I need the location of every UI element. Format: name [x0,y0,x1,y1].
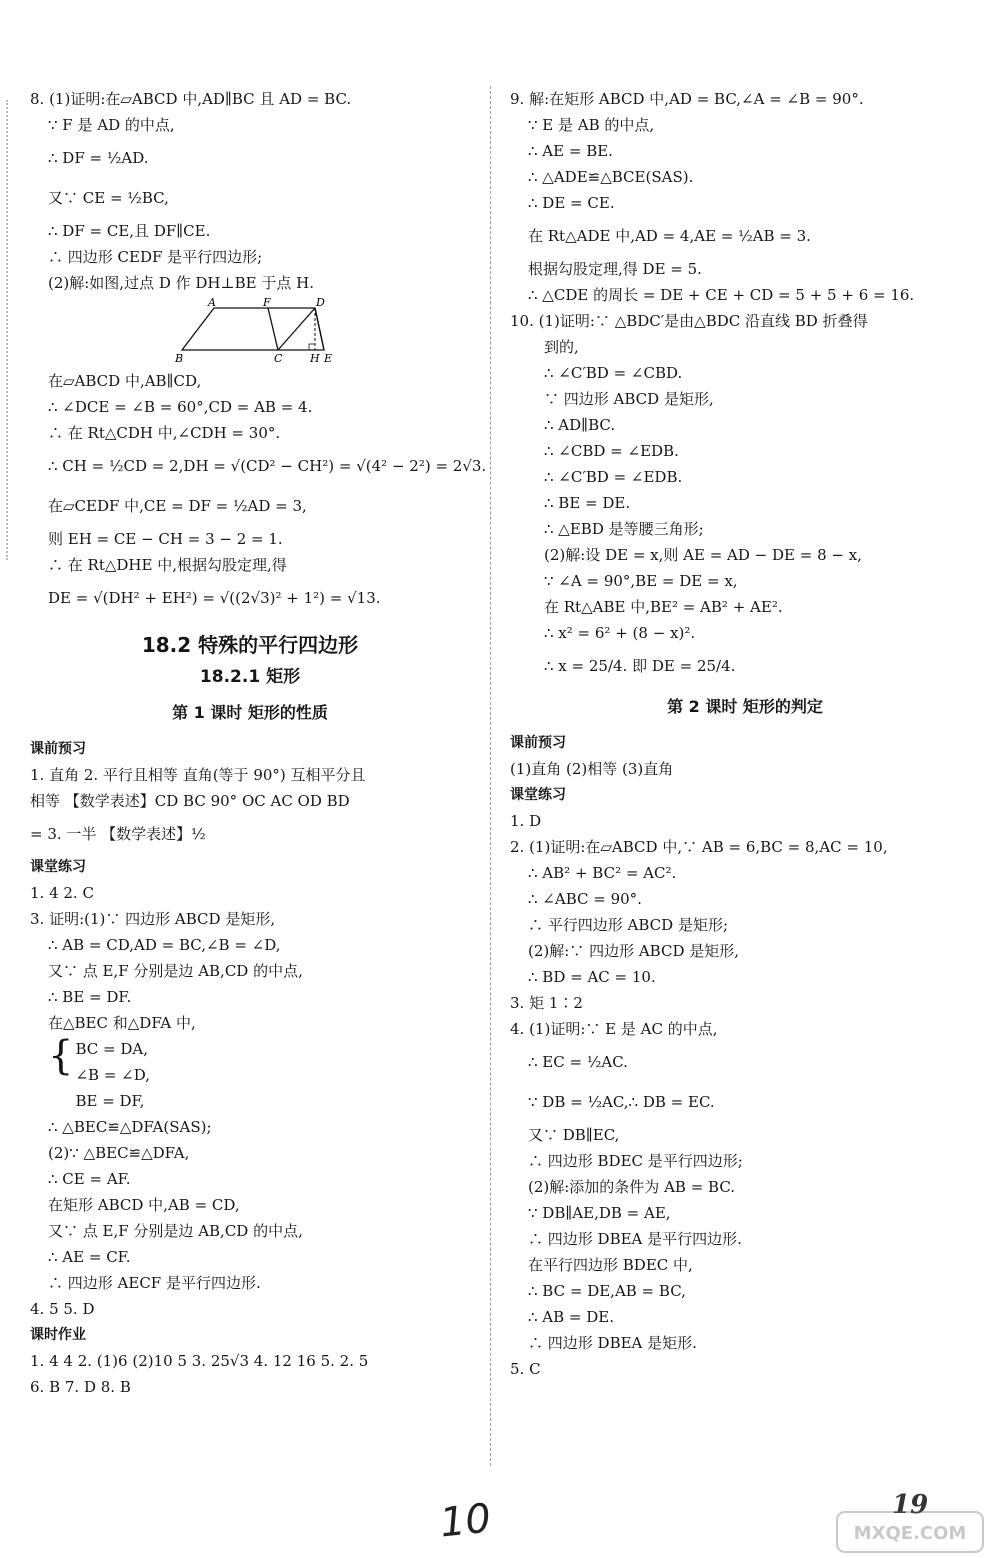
practice-line: ∴ CE = AF. [48,1170,131,1188]
lesson-title-2: 第 2 课时 矩形的判定 [667,697,823,716]
q8-line: ∵ F 是 AD 的中点, [48,116,175,134]
practice-line: 4. 5 5. D [30,1300,95,1318]
q9-line: 在 Rt△ADE 中,AD = 4,AE = ½AB = 3. [528,227,811,245]
q8-line: ∴ 在 Rt△CDH 中,∠CDH = 30°. [48,424,281,442]
practice-line: ∴ EC = ½AC. [528,1053,628,1071]
practice-line: (2)∵ △BEC≌△DFA, [48,1144,190,1162]
preview-line: 1. 直角 2. 平行且相等 直角(等于 90°) 互相平分且 [30,766,366,784]
brace-line: BE = DF, [75,1092,145,1110]
brace-line: BC = DA, [75,1040,148,1058]
q8-line: 在▱ABCD 中,AB∥CD, [48,372,202,390]
congruence-system [30,1033,470,1114]
q10-line: ∴ ∠CBD = ∠EDB. [544,442,679,460]
homework-line: 6. B 7. D 8. B [30,1378,131,1396]
homework-line: 1. 4 4 2. (1)6 (2)10 5 3. 25√3 4. 12 16 5. 2. 5 [30,1352,369,1370]
practice-line: ∴ BD = AC = 10. [528,968,656,986]
q9-line: ∴ AE = BE. [528,142,613,160]
practice-line: ∴ ∠ABC = 90°. [528,890,642,908]
q8-line: ∴ DF = ½AD. [48,149,149,167]
label-e: E [324,352,333,364]
homework-heading: 课时作业 [30,1327,86,1343]
practice-heading: 课堂练习 [510,787,566,803]
q8-line: ∴ 四边形 CEDF 是平行四边形; [48,248,263,266]
practice-line: 1. 4 2. C [30,884,94,902]
label-h: H [310,352,320,364]
practice-line: 又∵ 点 E,F 分别是边 AB,CD 的中点, [48,962,303,980]
q9-line: ∴ △CDE 的周长 = DE + CE + CD = 5 + 5 + 6 = 16. [528,286,915,304]
q8-line: ∴ 在 Rt△DHE 中,根据勾股定理,得 [48,556,287,574]
q8-line: DE = √(DH² + EH²) = √((2√3)² + 1²) = √13. [48,589,381,607]
q8-line: (2)解:如图,过点 D 作 DH⊥BE 于点 H. [48,274,314,292]
column-divider [490,86,491,1466]
q9-line: ∴ △ADE≌△BCE(SAS). [528,168,694,186]
label-b: B [175,352,184,364]
watermark-logo [835,1510,985,1554]
preview-heading: 课前预习 [510,735,566,751]
practice-line: 在△BEC 和△DFA 中, [48,1014,196,1032]
parallelogram-shape [182,308,324,350]
practice-line: ∴ AB = DE. [528,1308,615,1326]
q8-line: 则 EH = CE − CH = 3 − 2 = 1. [48,530,283,548]
practice-line: 在矩形 ABCD 中,AB = CD, [48,1196,240,1214]
q10-line: ∵ 四边形 ABCD 是矩形, [544,390,714,408]
q9-line: ∴ DE = CE. [528,194,615,212]
watermark-text: MXQE.COM [853,1523,967,1544]
practice-line: 3. 证明:(1)∵ 四边形 ABCD 是矩形, [30,910,276,928]
practice-line: 5. C [510,1360,541,1378]
practice-line: (2)解:∵ 四边形 ABCD 是矩形, [528,942,740,960]
practice-line: ∵ DB∥AE,DB = AE, [528,1204,671,1222]
practice-line: 又∵ DB∥EC, [528,1126,620,1144]
practice-line: ∴ AB = CD,AD = BC,∠B = ∠D, [48,936,281,954]
q9-line: ∵ E 是 AB 的中点, [528,116,655,134]
parallelogram-figure [170,298,340,364]
practice-line: 3. 矩 1∶2 [510,994,583,1012]
left-brace: { [48,1033,74,1079]
practice-heading: 课堂练习 [30,859,86,875]
q9-line: 9. 解:在矩形 ABCD 中,AD = BC,∠A = ∠B = 90°. [510,90,864,108]
subsection-title: 18.2.1 矩形 [199,667,301,687]
practice-line: ∵ DB = ½AC,∴ DB = EC. [528,1093,715,1111]
q10-line: ∴ AD∥BC. [544,416,616,434]
practice-line: 又∵ 点 E,F 分别是边 AB,CD 的中点, [48,1222,303,1240]
practice-line: ∴ 四边形 BDEC 是平行四边形; [528,1152,743,1170]
practice-line: 在平行四边形 BDEC 中, [528,1256,693,1274]
q10-line: 10. (1)证明:∵ △BDC′是由△BDC 沿直线 BD 折叠得 [510,312,868,330]
practice-line: 2. (1)证明:在▱ABCD 中,∵ AB = 6,BC = 8,AC = 10, [510,838,888,856]
q9-line: 根据勾股定理,得 DE = 5. [528,260,702,278]
q10-line: ∴ x = 25/4. 即 DE = 25/4. [544,657,736,675]
practice-line: ∴ AE = CF. [48,1248,131,1266]
practice-line: (2)解:添加的条件为 AB = BC. [528,1178,736,1196]
q10-line: ∴ x² = 6² + (8 − x)². [544,624,696,642]
q8-line: 8. (1)证明:在▱ABCD 中,AD∥BC 且 AD = BC. [30,90,352,108]
left-column [30,86,487,1400]
q8-line: 在▱CEDF 中,CE = DF = ½AD = 3, [48,497,307,515]
label-d: D [316,298,325,309]
practice-line: 4. (1)证明:∵ E 是 AC 的中点, [510,1020,718,1038]
practice-line: 1. D [510,812,542,830]
practice-line: ∴ △BEC≌△DFA(SAS); [48,1118,212,1136]
practice-line: ∴ 四边形 DBEA 是平行四边形. [528,1230,742,1248]
preview-line: (1)直角 (2)相等 (3)直角 [510,760,674,778]
preview-line: 相等 【数学表述】CD BC 90° OC AC OD BD [30,792,350,810]
preview-heading: 课前预习 [30,741,86,757]
q8-line: ∴ ∠DCE = ∠B = 60°,CD = AB = 4. [48,398,313,416]
page-number: 19 [892,1490,929,1520]
practice-line: ∴ 四边形 AECF 是平行四边形. [48,1274,261,1292]
brace-line: ∠B = ∠D, [75,1066,150,1084]
label-f: F [263,298,271,309]
q10-line: 到的, [544,338,579,356]
practice-line: ∴ BC = DE,AB = BC, [528,1282,686,1300]
label-c: C [274,352,283,364]
segment-fc [268,308,278,350]
practice-line: ∴ 平行四边形 ABCD 是矩形; [528,916,728,934]
practice-line: ∴ 四边形 DBEA 是矩形. [528,1334,697,1352]
handwritten-page-number: 10 [437,1495,494,1547]
q10-line: ∵ ∠A = 90°,BE = DE = x, [544,572,738,590]
q10-line: ∴ ∠C′BD = ∠CBD. [544,364,683,382]
q8-line: 又∵ CE = ½BC, [48,189,169,207]
q10-line: ∴ ∠C′BD = ∠EDB. [544,468,683,486]
section-title: 18.2 特殊的平行四边形 [141,633,359,657]
practice-line: ∴ BE = DF. [48,988,132,1006]
right-angle-mark [309,344,315,350]
q10-line: ∴ △EBD 是等腰三角形; [544,520,704,538]
q8-line: ∴ DF = CE,且 DF∥CE. [48,222,211,240]
q10-line: ∴ BE = DE. [544,494,631,512]
segment-de [315,308,324,350]
binding-edge-dots [6,100,8,560]
preview-line: = 3. 一半 【数学表述】½ [30,825,206,843]
lesson-title: 第 1 课时 矩形的性质 [172,703,328,722]
practice-line: ∴ AB² + BC² = AC². [528,864,677,882]
q10-line: (2)解:设 DE = x,则 AE = AD − DE = 8 − x, [544,546,862,564]
q10-line: 在 Rt△ABE 中,BE² = AB² + AE². [544,598,783,616]
right-column [510,86,980,1382]
q8-line: ∴ CH = ½CD = 2,DH = √(CD² − CH²) = √(4² − 2²) = 2√3. [48,457,487,475]
label-a: A [208,298,216,309]
